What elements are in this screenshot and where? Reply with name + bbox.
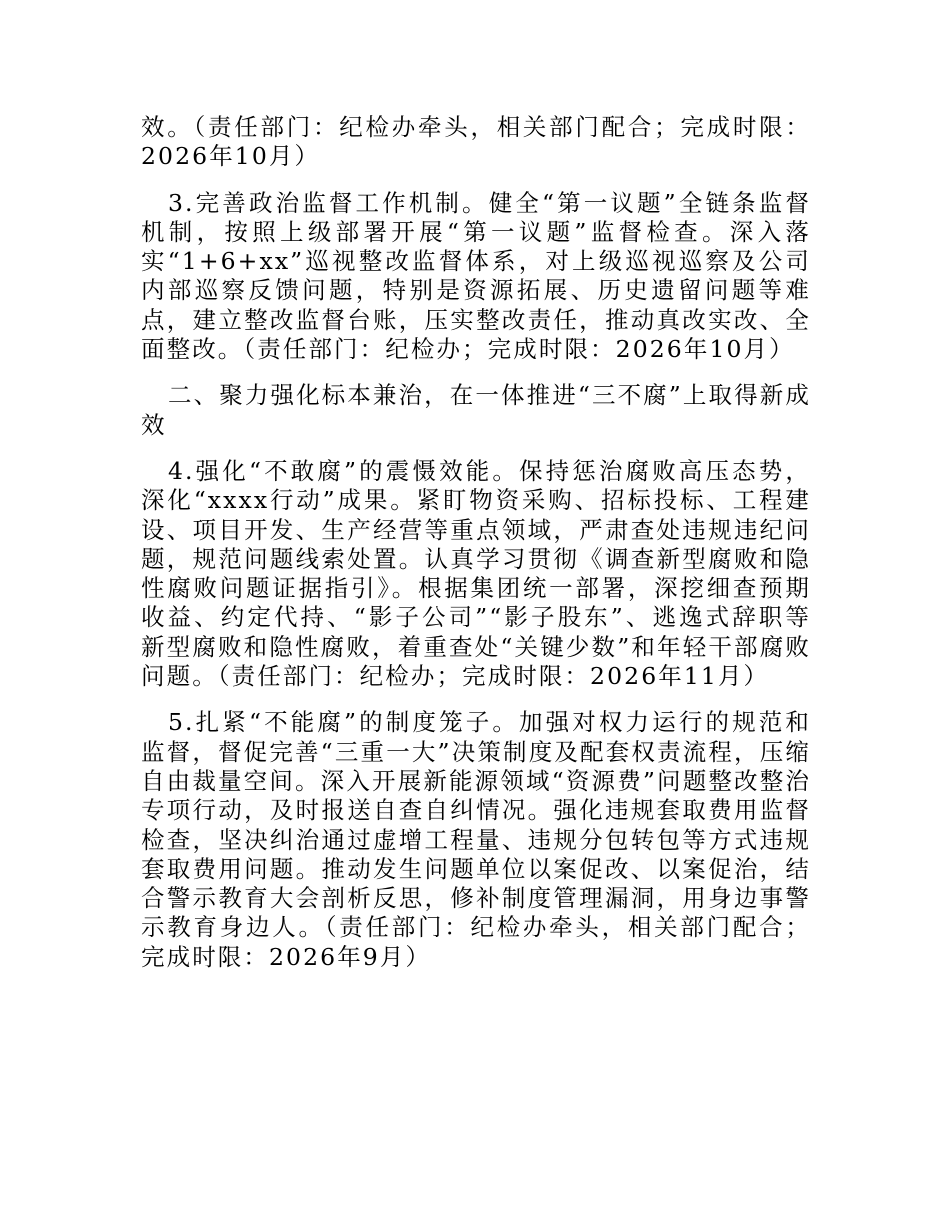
paragraph-item-4: 4.强化“不敢腐”的震慑效能。保持惩治腐败高压态势，深化“xxxx行动”成果。紧盯物资采购、招标投标、工程建设、项目开发、生产经营等重点领域，严肃查处违规违纪问题，规范问题线索处置。认真学习贯彻《调查新型腐败和隐性腐败问题证据指引》。根据集团统一部署，深挖细查预期收益、约定代持、“影子公司”“影子股东”、逃逸式辞职等新型腐败和隐性腐败，着重查处“关键少数”和年轻干部腐败问题。（责任部门：纪检办；完成时限：2026年11月）	[141, 456, 811, 691]
document-page	[141, 113, 811, 972]
section-heading-2: 二、聚力强化标本兼治，在一体推进“三不腐”上取得新成效	[141, 381, 811, 439]
paragraph-item-5: 5.扎紧“不能腐”的制度笼子。加强对权力运行的规范和监督，督促完善“三重一大”决策制度及配套权责流程，压缩自由裁量空间。深入开展新能源领域“资源费”问题整改整治专项行动，及时报送自查自纠情况。强化违规套取费用监督检查，坚决纠治通过虚增工程量、违规分包转包等方式违规套取费用问题。推动发生问题单位以案促改、以案促治，结合警示教育大会剖析反思，修补制度管理漏洞，用身边事警示教育身边人。（责任部门：纪检办牵头，相关部门配合；完成时限：2026年9月）	[141, 708, 811, 971]
paragraph-continuation: 效。（责任部门：纪检办牵头，相关部门配合；完成时限：2026年10月）	[141, 113, 811, 171]
paragraph-item-3: 3.完善政治监督工作机制。健全“第一议题”全链条监督机制，按照上级部署开展“第一议题”监督检查。深入落实“1+6+xx”巡视整改监督体系，对上级巡视巡察及公司内部巡察反馈问题，特别是资源拓展、历史遗留问题等难点，建立整改监督台账，压实整改责任，推动真改实改、全面整改。（责任部门：纪检办；完成时限：2026年10月）	[141, 188, 811, 364]
